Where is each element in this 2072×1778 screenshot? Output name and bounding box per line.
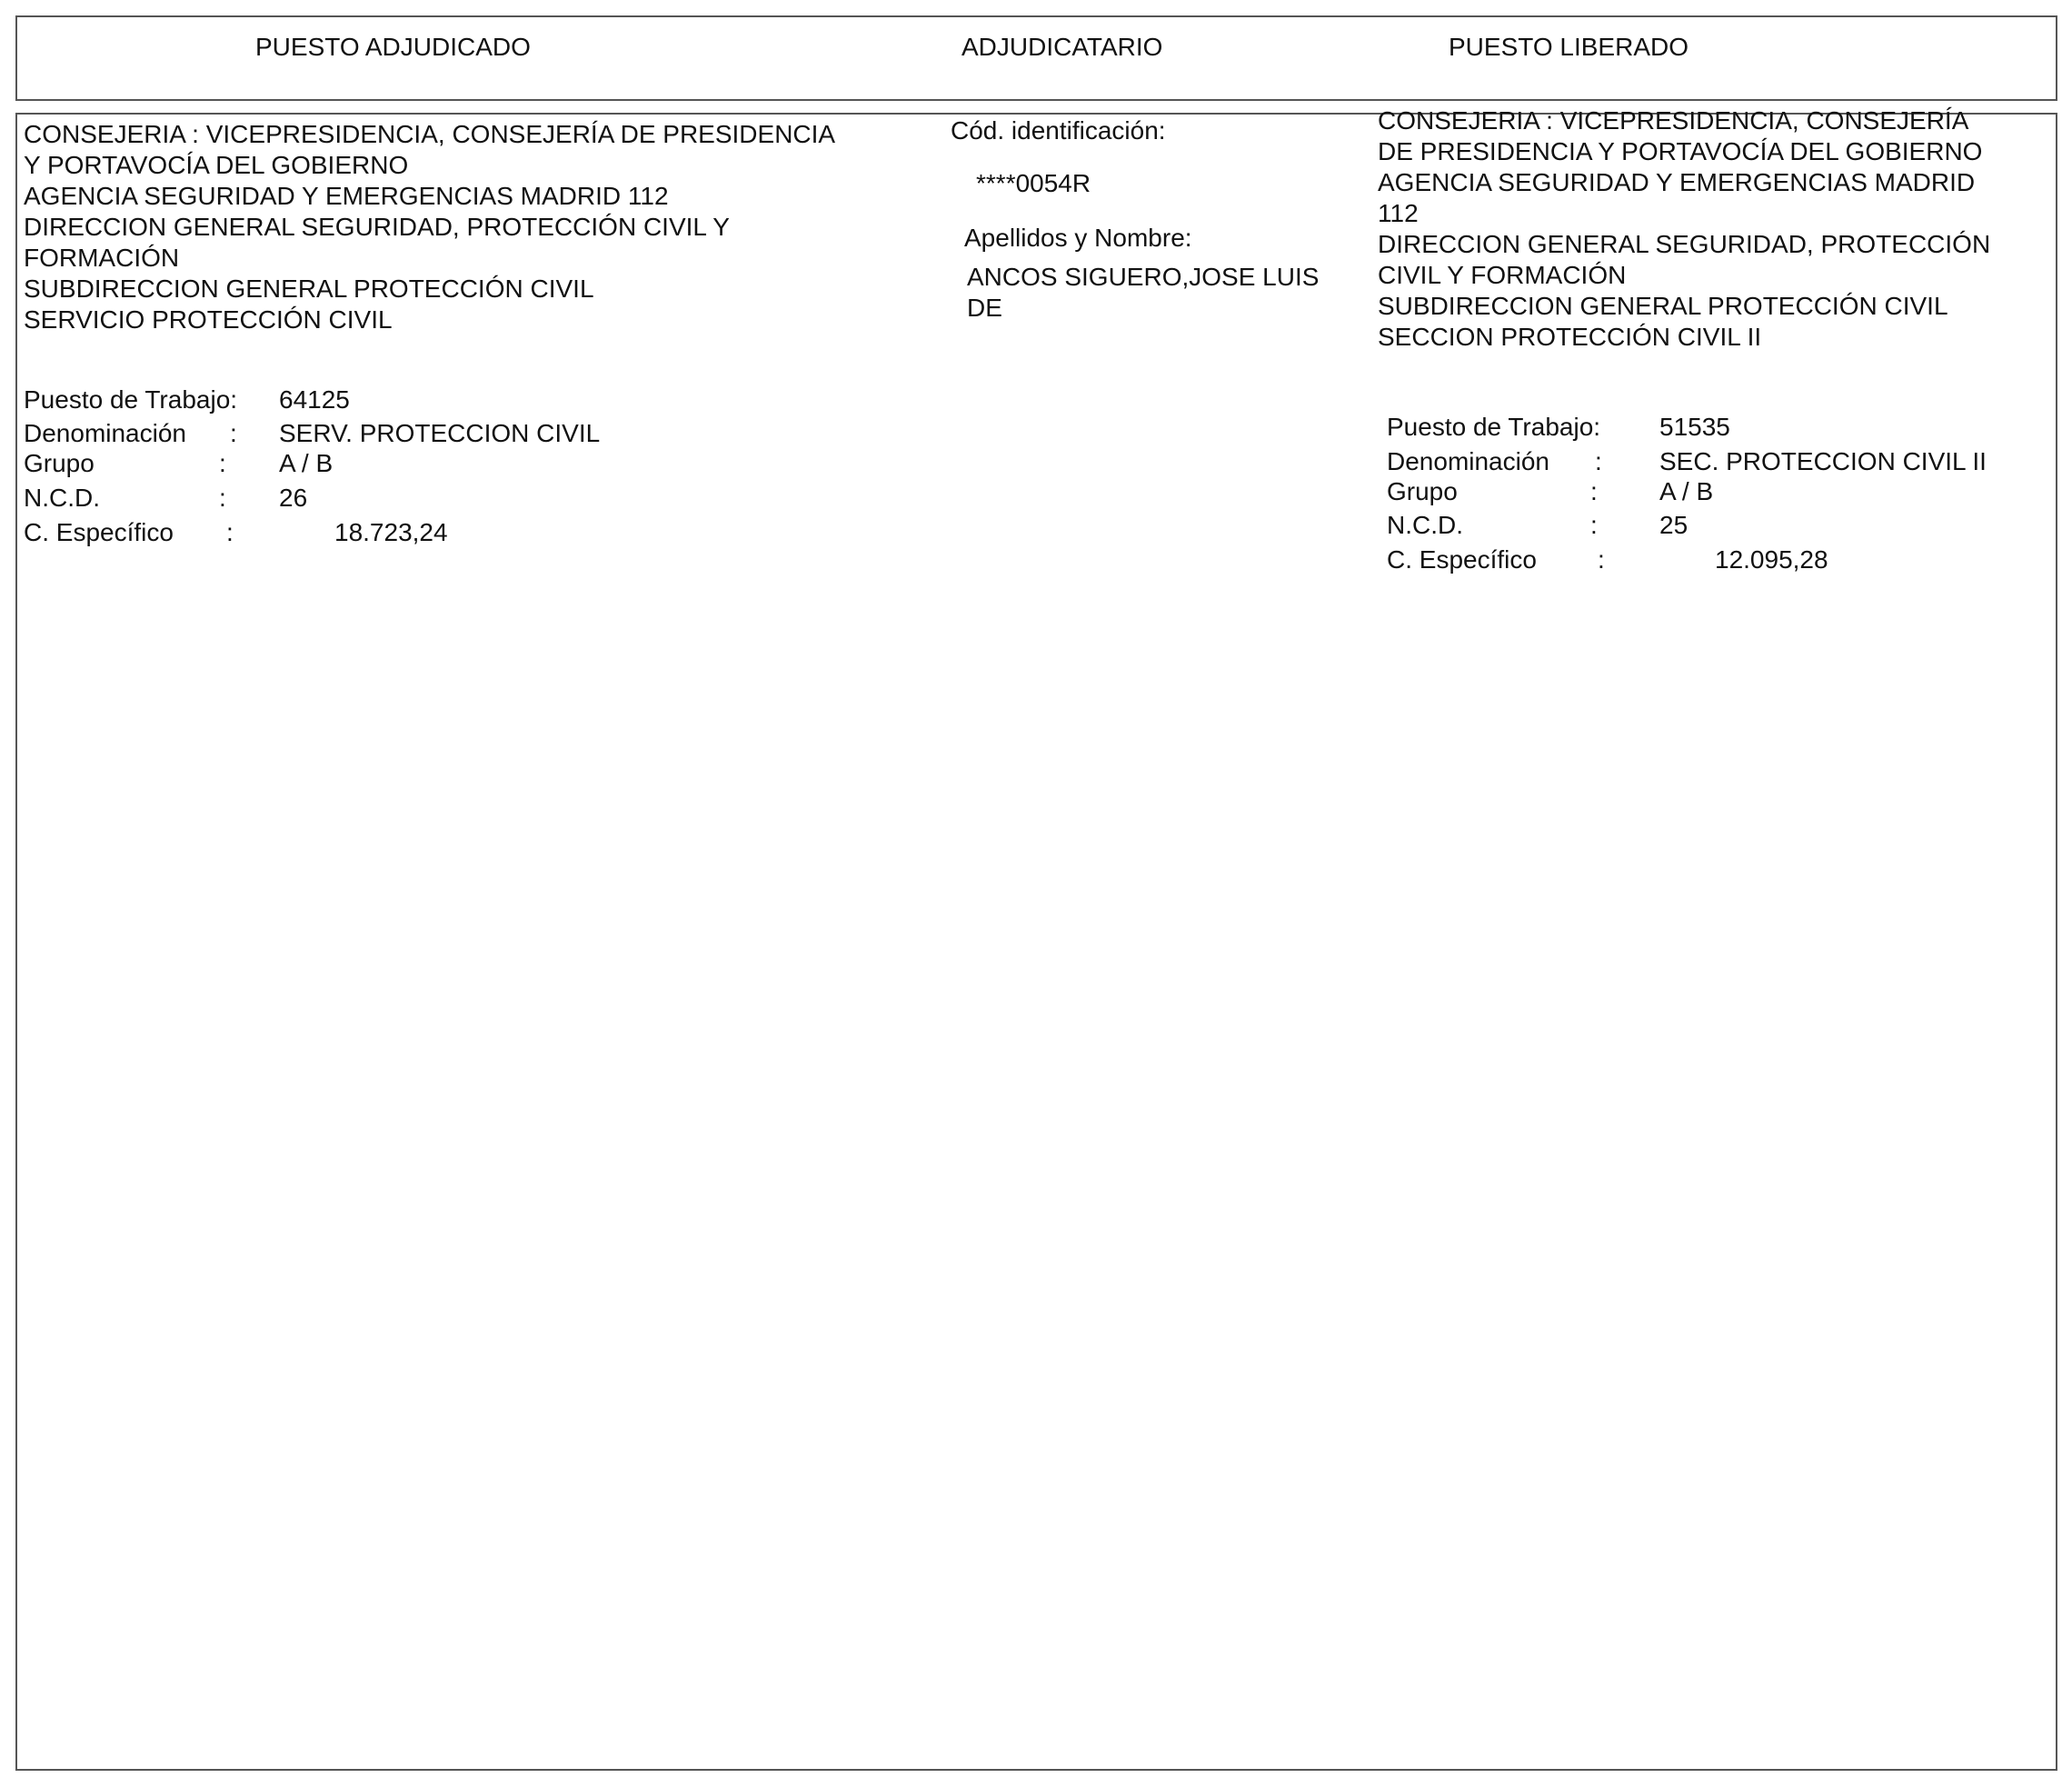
liberado-org-line: AGENCIA SEGURIDAD Y EMERGENCIAS MADRID: [1378, 168, 1976, 196]
liberado-org-line: CIVIL Y FORMACIÓN: [1378, 261, 1627, 289]
header-puesto-liberado: PUESTO LIBERADO: [1449, 33, 1689, 61]
liberado-org-line: 112: [1378, 199, 1419, 227]
liberado-ncd-label: N.C.D.: [1387, 511, 1463, 539]
header-puesto-adjudicado: PUESTO ADJUDICADO: [255, 33, 531, 61]
adjudicado-ncd-value: 26: [279, 484, 308, 512]
adjudicado-grupo-sep: :: [219, 449, 226, 477]
adjudicado-org-line: DIRECCION GENERAL SEGURIDAD, PROTECCIÓN CIVIL Y: [24, 213, 730, 241]
cod-identificacion-label: Cód. identificación:: [951, 116, 1166, 145]
adjudicado-grupo-value: A / B: [279, 449, 334, 477]
adjudicatario-name-line: ANCOS SIGUERO,JOSE LUIS: [967, 263, 1320, 291]
adjudicatario-name-line: DE: [967, 294, 1002, 322]
adjudicado-grupo-label: Grupo: [24, 449, 95, 477]
adjudicado-puesto-label: Puesto de Trabajo:: [24, 385, 238, 414]
liberado-org-line: SUBDIRECCION GENERAL PROTECCIÓN CIVIL: [1378, 292, 1948, 320]
liberado-org-line: SECCION PROTECCIÓN CIVIL II: [1378, 323, 1762, 351]
body-box: [15, 113, 2057, 1771]
adjudicado-denominacion-sep: :: [230, 419, 237, 447]
apellidos-nombre-label: Apellidos y Nombre:: [964, 224, 1192, 252]
liberado-denominacion-label: Denominación: [1387, 447, 1549, 475]
liberado-org-line: CONSEJERIA : VICEPRESIDENCIA, CONSEJERÍA: [1378, 106, 1969, 135]
liberado-org-line: DE PRESIDENCIA Y PORTAVOCÍA DEL GOBIERNO: [1378, 137, 1983, 165]
adjudicado-ncd-sep: :: [219, 484, 226, 512]
liberado-denominacion-value: SEC. PROTECCION CIVIL II: [1659, 447, 1987, 475]
liberado-grupo-label: Grupo: [1387, 477, 1458, 505]
liberado-grupo-value: A / B: [1659, 477, 1714, 505]
liberado-especifico-sep: :: [1598, 545, 1605, 574]
adjudicado-puesto-value: 64125: [279, 385, 350, 414]
adjudicado-organization: [24, 119, 835, 335]
adjudicado-org-line: SERVICIO PROTECCIÓN CIVIL: [24, 305, 393, 334]
liberado-ncd-value: 25: [1659, 511, 1688, 539]
liberado-especifico-label: C. Específico: [1387, 545, 1537, 574]
adjudicado-org-line: SUBDIRECCION GENERAL PROTECCIÓN CIVIL: [24, 275, 594, 303]
adjudicado-denominacion-value: SERV. PROTECCION CIVIL: [279, 419, 601, 447]
header-adjudicatario: ADJUDICATARIO: [961, 33, 1163, 61]
adjudicado-denominacion-label: Denominación: [24, 419, 186, 447]
liberado-puesto-value: 51535: [1659, 413, 1730, 441]
adjudicado-especifico-sep: :: [226, 518, 234, 546]
liberado-organization: [1378, 105, 1990, 353]
adjudicado-org-line: AGENCIA SEGURIDAD Y EMERGENCIAS MADRID 112: [24, 182, 669, 210]
adjudicatario-name: [967, 262, 1319, 324]
liberado-ncd-sep: :: [1590, 511, 1598, 539]
adjudicado-especifico-value: 18.723,24: [334, 518, 448, 546]
adjudicado-org-line: Y PORTAVOCÍA DEL GOBIERNO: [24, 151, 409, 179]
liberado-puesto-label: Puesto de Trabajo:: [1387, 413, 1601, 441]
liberado-grupo-sep: :: [1590, 477, 1598, 505]
adjudicado-ncd-label: N.C.D.: [24, 484, 100, 512]
liberado-org-line: DIRECCION GENERAL SEGURIDAD, PROTECCIÓN: [1378, 230, 1991, 258]
liberado-denominacion-sep: :: [1595, 447, 1602, 475]
adjudicado-org-line: FORMACIÓN: [24, 244, 180, 272]
adjudicado-especifico-label: C. Específico: [24, 518, 174, 546]
cod-identificacion-value: ****0054R: [976, 169, 1091, 197]
adjudicado-org-line: CONSEJERIA : VICEPRESIDENCIA, CONSEJERÍA DE PRESIDENCIA: [24, 120, 836, 148]
liberado-especifico-value: 12.095,28: [1715, 545, 1828, 574]
